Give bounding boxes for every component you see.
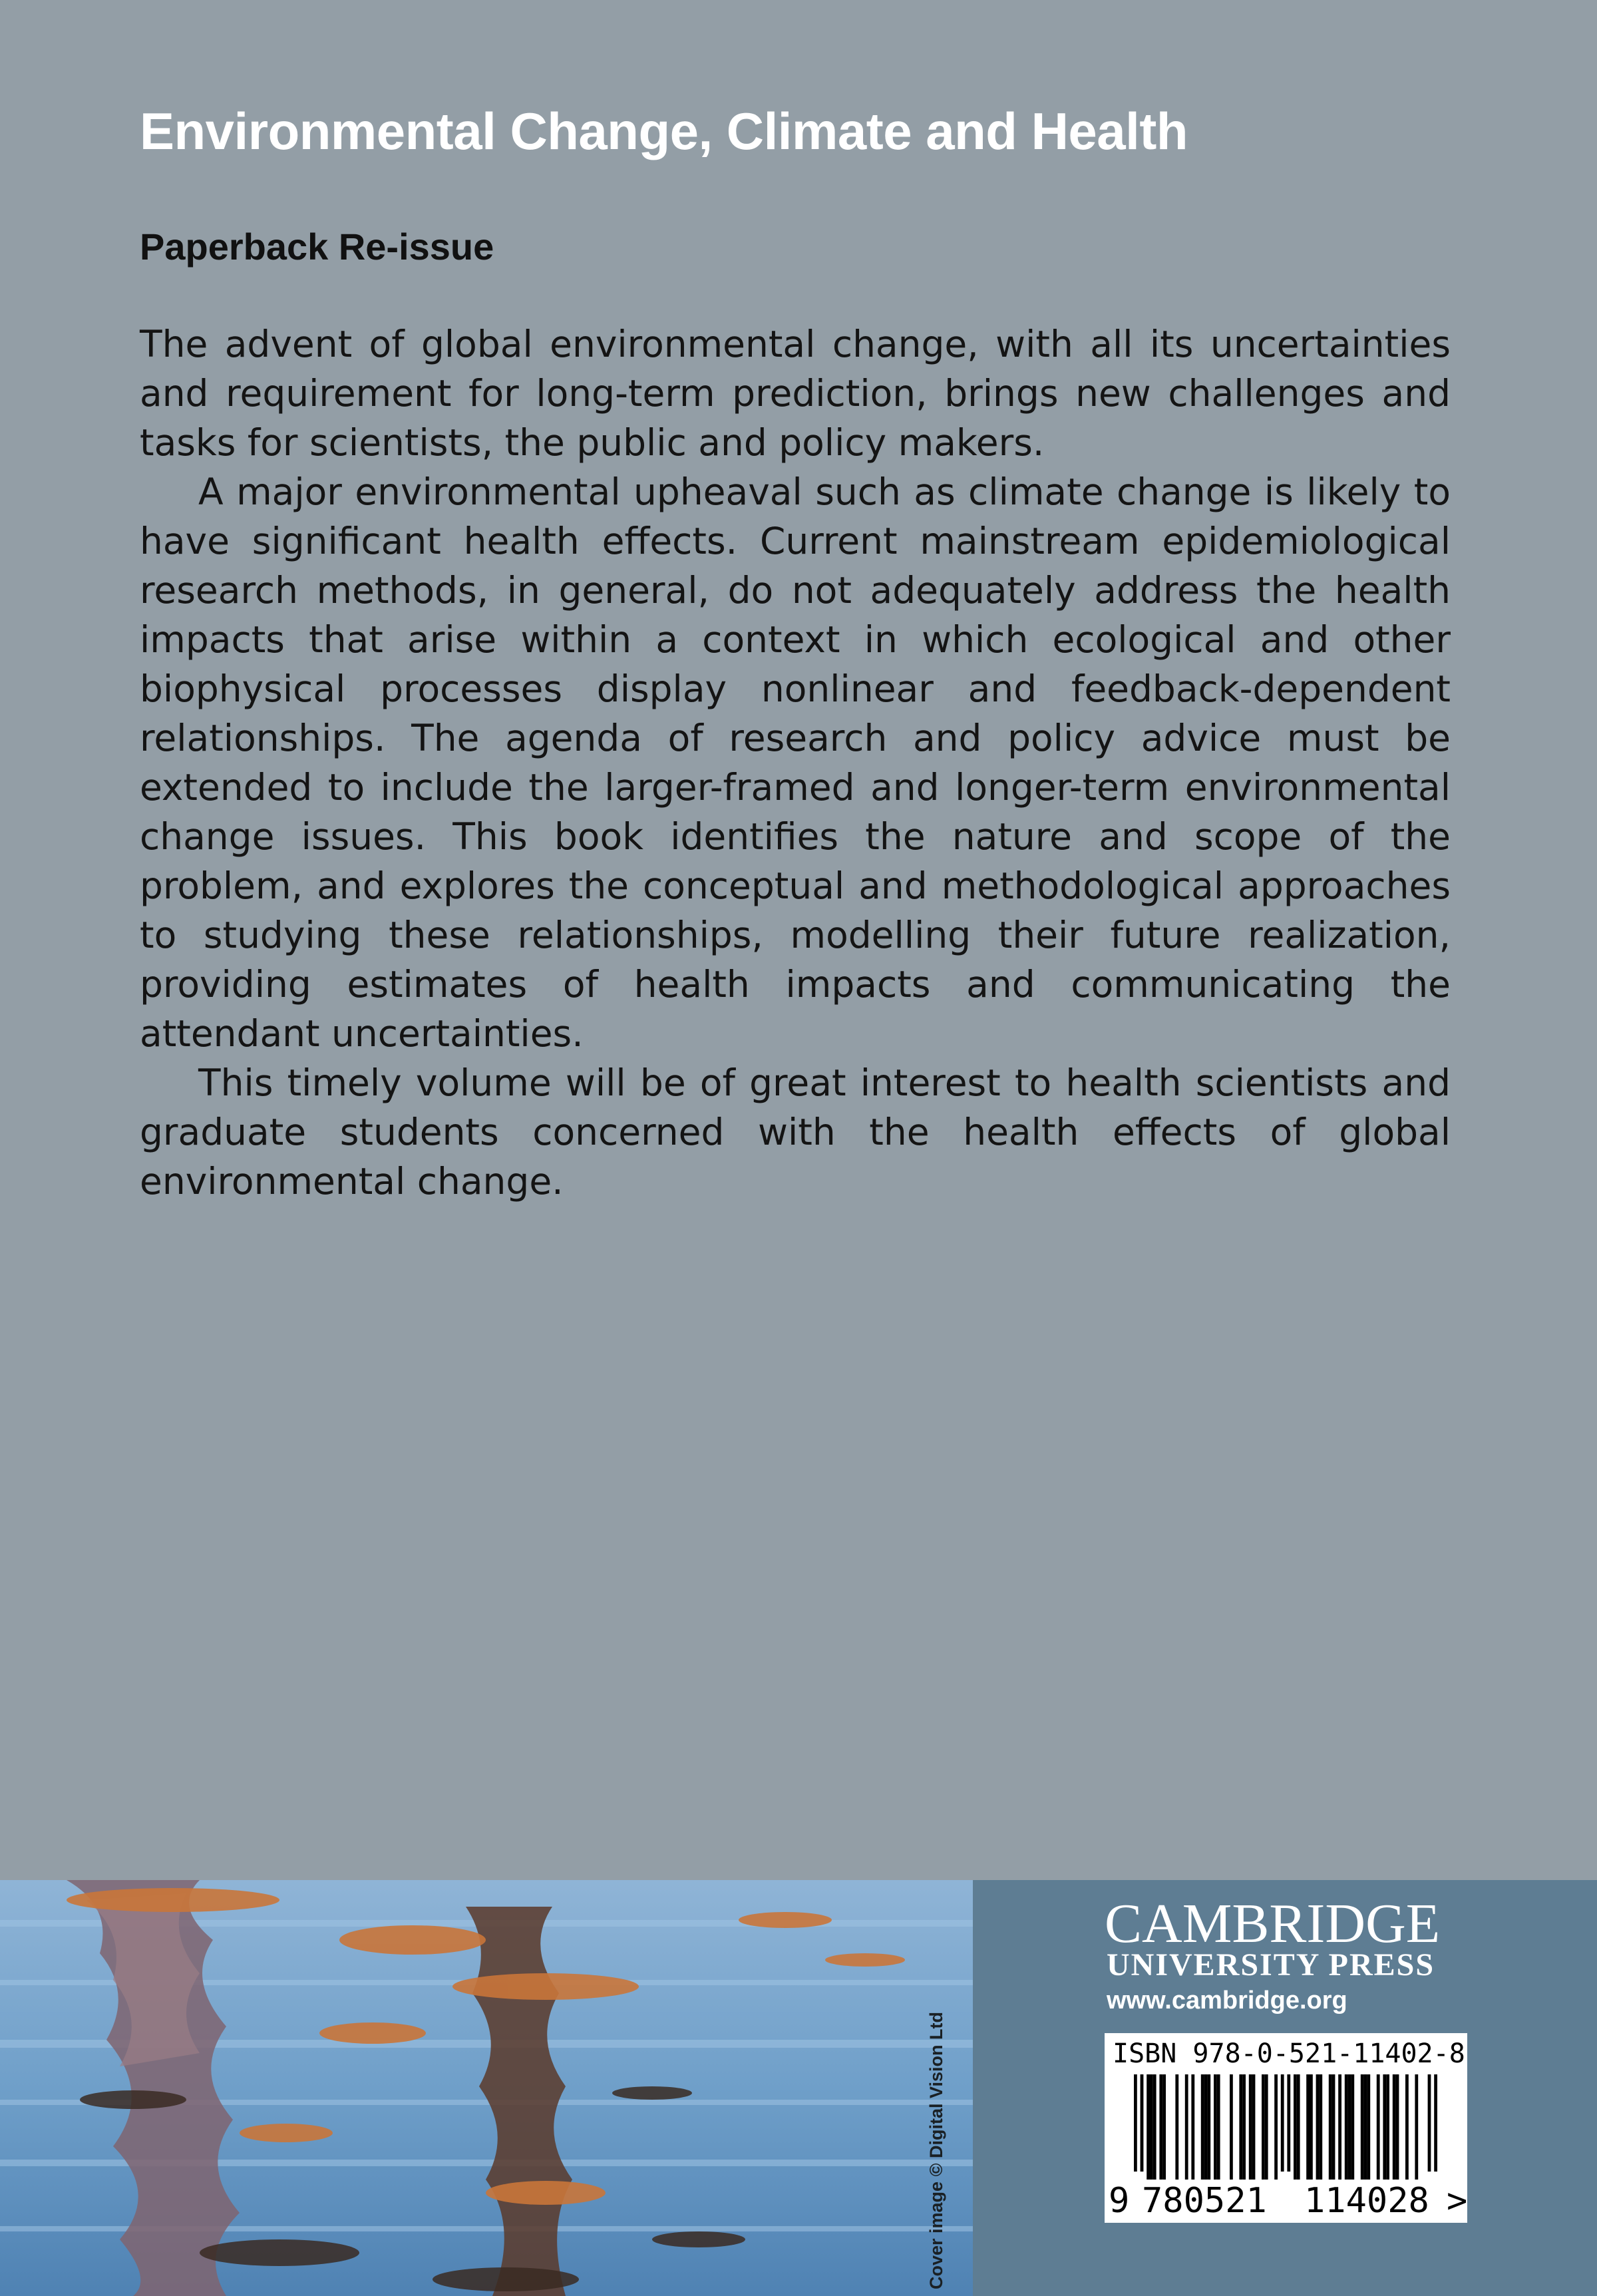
barcode-bar [1150,2074,1153,2180]
barcode-bar [1249,2074,1252,2180]
barcode-bar [1348,2074,1351,2180]
barcode-bar [1159,2074,1162,2180]
barcode-bar [1383,2074,1386,2180]
publisher-website: www.cambridge.org [1107,1987,1347,2014]
ean-arrow: > [1447,2181,1468,2221]
barcode-bar [1281,2074,1284,2172]
barcode-bar [1239,2074,1242,2180]
barcode-bar [1265,2074,1268,2180]
blurb [140,319,1451,1206]
barcode-bar [1287,2074,1290,2172]
blurb-paragraph: The advent of global environmental change, with all its uncertainties and requirement for long-term prediction, brings new challenges and tasks for scientists, the public and policy makers. [140,323,1451,464]
publisher-subtitle: UNIVERSITY PRESS [1107,1947,1435,1983]
barcode-bar [1428,2074,1431,2172]
cover-photo-water-reflection [0,1880,973,2296]
isbn-barcode-block [1105,2033,1467,2223]
barcode-bar [1162,2074,1166,2180]
ean-left-group: 780521 [1142,2181,1267,2221]
barcode-bar [1386,2074,1389,2180]
blurb-paragraph: This timely volume will be of great interest to health scientists and graduate students concerned with the health effects of global environmental change. [140,1061,1451,1203]
publisher-name: CAMBRIDGE [1105,1893,1441,1955]
barcode-bar [1434,2074,1437,2172]
barcode-bar [1191,2074,1194,2180]
barcode-bar [1230,2074,1233,2180]
barcode-bar [1252,2074,1256,2180]
barcode-bar [1361,2074,1364,2180]
barcode-bar [1329,2074,1332,2180]
barcode-bar [1214,2074,1217,2180]
barcode-bar [1338,2074,1341,2180]
barcode-bar [1204,2074,1208,2180]
barcode-bar [1415,2074,1418,2180]
barcode-bar [1319,2074,1322,2180]
barcode-bar [1332,2074,1335,2180]
image-credit: Cover image © Digital Vision Ltd [926,2012,946,2289]
barcode-bar [1141,2074,1144,2172]
barcode-bar [1242,2074,1246,2180]
barcode-bar [1316,2074,1320,2180]
barcode-bar [1393,2074,1396,2180]
barcode-bar [1367,2074,1370,2180]
barcode-bar [1351,2074,1354,2180]
barcode-bar [1294,2074,1297,2180]
ean-first-digit: 9 [1109,2181,1130,2221]
barcode-bar [1217,2074,1220,2180]
barcode-bar [1207,2074,1210,2180]
barcode-bar [1306,2074,1310,2180]
barcode-bar [1134,2074,1137,2172]
barcode-bar [1153,2074,1156,2180]
barcode-bar [1405,2074,1409,2180]
barcode-bar [1396,2074,1399,2180]
ean-right-group: 114028 [1304,2181,1429,2221]
edition-label: Paperback Re-issue [140,226,494,268]
isbn-label: ISBN 978-0-521-11402-8 [1113,2038,1465,2069]
ean-digits [1105,2181,1468,2221]
barcode-bar [1345,2074,1348,2180]
barcode-bar [1377,2074,1380,2180]
book-title: Environmental Change, Climate and Health [140,102,1188,160]
barcode-bar [1297,2074,1300,2180]
barcode-bar [1274,2074,1278,2180]
blurb-paragraph: A major environmental upheaval such as climate change is likely to have significant health effects. Current mainstream epidemiological research methods, in general, do not adequately address the health impacts that arise within a context in which ecological and other biophysical processes display nonlinear and feedback-dependent relationships. The agenda of research and policy advice must be extended to include the larger-framed and longer-term environmental change issues. This book identifies the nature and scope of the problem, and explores the conceptual and methodological approaches to studying these relationships, modelling their future realization, providing estimates of health impacts and communicating the attendant uncertainties. [140,471,1451,1055]
barcode-bar [1201,2074,1204,2180]
barcode-bar [1147,2074,1150,2180]
barcode-bar [1175,2074,1178,2180]
barcode-bar [1310,2074,1313,2180]
barcode-bar [1364,2074,1367,2180]
barcode-bar [1262,2074,1265,2180]
barcode-bar [1185,2074,1188,2180]
